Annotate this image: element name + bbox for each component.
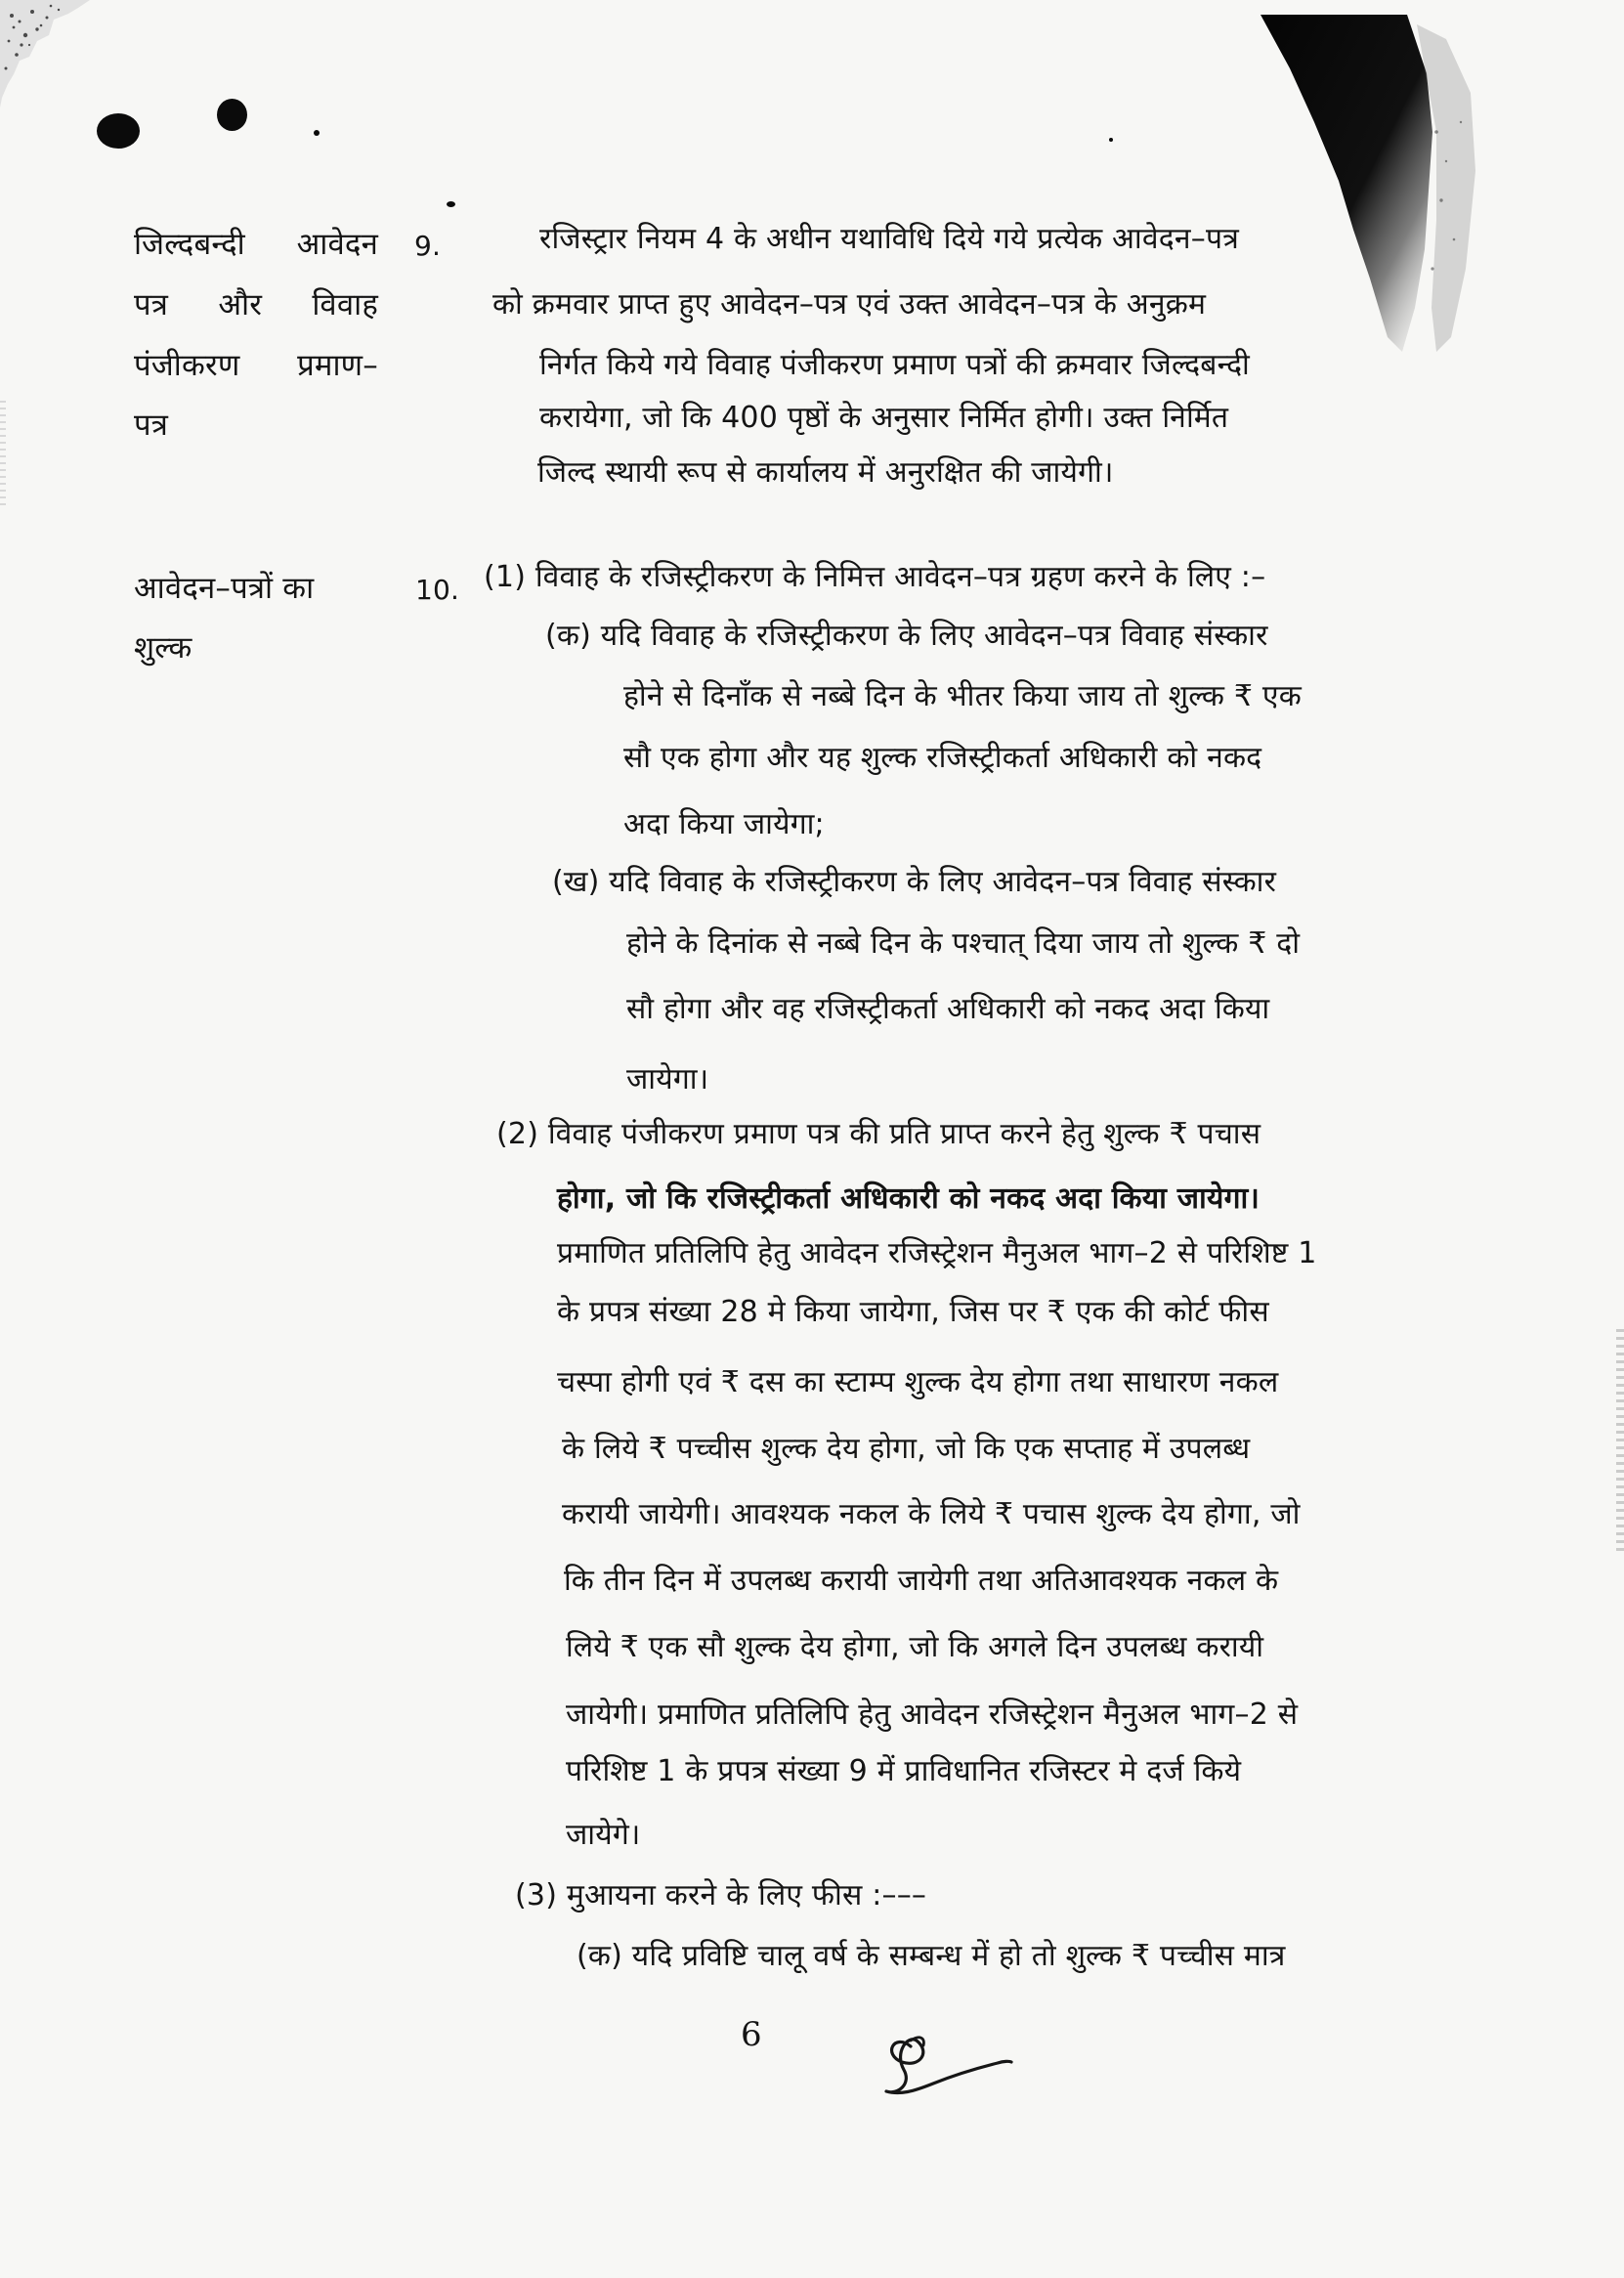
body-line: (क) यदि प्रविष्टि चालू वर्ष के सम्बन्ध में हो तो शुल्क ₹ पच्चीस मात्र [577, 1939, 1286, 1973]
body-line: के प्रपत्र संख्या 28 मे किया जायेगा, जिस पर ₹ एक की कोर्ट फीस [557, 1295, 1269, 1329]
body-line: (2) विवाह पंजीकरण प्रमाण पत्र की प्रति प्राप्त करने हेतु शुल्क ₹ पचास [496, 1117, 1261, 1151]
scan-edge-mark [1616, 1329, 1624, 1554]
body-line: को क्रमवार प्राप्त हुए आवेदन–पत्र एवं उक्त आवेदन–पत्र के अनुक्रम [492, 287, 1207, 322]
ink-blot [217, 99, 247, 131]
body-line: सौ एक होगा और यह शुल्क रजिस्ट्रीकर्ता अधिकारी को नकद [623, 741, 1262, 775]
body-line: के लिये ₹ पच्चीस शुल्क देय होगा, जो कि एक सप्ताह में उपलब्ध [562, 1432, 1251, 1466]
body-line: (ख) यदि विवाह के रजिस्ट्रीकरण के लिए आवेदन–पत्र विवाह संस्कार [552, 865, 1277, 899]
body-line: रजिस्ट्रार नियम 4 के अधीन यथाविधि दिये गये प्रत्येक आवेदन–पत्र [539, 222, 1239, 256]
ink-dot [447, 201, 455, 207]
body-line: लिये ₹ एक सौ शुल्क देय होगा, जो कि अगले दिन उपलब्ध करायी [566, 1630, 1264, 1664]
body-line: कि तीन दिन में उपलब्ध करायी जायेगी तथा अतिआवश्यक नकल के [564, 1564, 1279, 1598]
body-line: निर्गत किये गये विवाह पंजीकरण प्रमाण पत्रों की क्रमवार जिल्दबन्दी [539, 348, 1250, 382]
body-line: होने से दिनाँक से नब्बे दिन के भीतर किया जाय तो शुल्क ₹ एक [623, 679, 1302, 713]
side-heading-line: आवेदन–पत्रों का [134, 571, 315, 606]
body-line: जिल्द स्थायी रूप से कार्यालय में अनुरक्षित की जायेगी। [537, 455, 1114, 490]
body-line: (1) विवाह के रजिस्ट्रीकरण के निमित्त आवेदन–पत्र ग्रहण करने के लिए :– [484, 560, 1266, 594]
handwritten-signature [876, 2023, 1013, 2106]
ink-blot [97, 113, 140, 149]
scan-edge-mark [0, 401, 6, 508]
body-line: अदा किया जायेगा; [623, 807, 825, 841]
page-number: 6 [741, 2015, 762, 2054]
body-line: (क) यदि विवाह के रजिस्ट्रीकरण के लिए आवेदन–पत्र विवाह संस्कार [545, 619, 1268, 653]
side-heading-line: पत्र [134, 408, 169, 443]
body-line: जायेगे। [566, 1818, 641, 1852]
ink-dot [1109, 138, 1113, 142]
body-line: (3) मुआयना करने के लिए फीस :––– [515, 1878, 927, 1913]
body-line: करायेगा, जो कि 400 पृष्ठों के अनुसार निर्मित होगी। उक्त निर्मित [539, 401, 1229, 435]
scan-speckle-corner [0, 0, 98, 107]
side-heading-line: जिल्दबन्दी आवेदन [134, 227, 378, 262]
body-line-bold: होगा, जो कि रजिस्ट्रीकर्ता अधिकारी को नकद अदा किया जायेगा। [557, 1182, 1261, 1216]
body-line: जायेगा। [626, 1062, 709, 1096]
section-number: 9. [414, 230, 442, 262]
side-heading-line: पत्र और विवाह [134, 287, 378, 322]
body-line: प्रमाणित प्रतिलिपि हेतु आवेदन रजिस्ट्रेशन मैनुअल भाग–2 से परिशिष्ट 1 [557, 1236, 1317, 1270]
side-heading-line: पंजीकरण प्रमाण– [134, 348, 378, 383]
body-line: सौ होगा और वह रजिस्ट्रीकर्ता अधिकारी को नकद अदा किया [626, 992, 1270, 1026]
body-line: होने के दिनांक से नब्बे दिन के पश्चात् दिया जाय तो शुल्क ₹ दो [626, 926, 1301, 961]
body-line: चस्पा होगी एवं ₹ दस का स्टाम्प शुल्क देय होगा तथा साधारण नकल [557, 1365, 1279, 1399]
side-heading-line: शुल्क [134, 630, 192, 666]
ink-dot [314, 130, 320, 136]
body-line: करायी जायेगी। आवश्यक नकल के लिये ₹ पचास शुल्क देय होगा, जो [562, 1497, 1301, 1531]
dark-corner-shadow [1261, 15, 1612, 381]
body-line: परिशिष्ट 1 के प्रपत्र संख्या 9 में प्राविधानित रजिस्टर मे दर्ज किये [566, 1754, 1242, 1788]
section-number: 10. [415, 574, 460, 606]
body-line: जायेगी। प्रमाणित प्रतिलिपि हेतु आवेदन रजिस्ट्रेशन मैनुअल भाग–2 से [566, 1698, 1299, 1732]
